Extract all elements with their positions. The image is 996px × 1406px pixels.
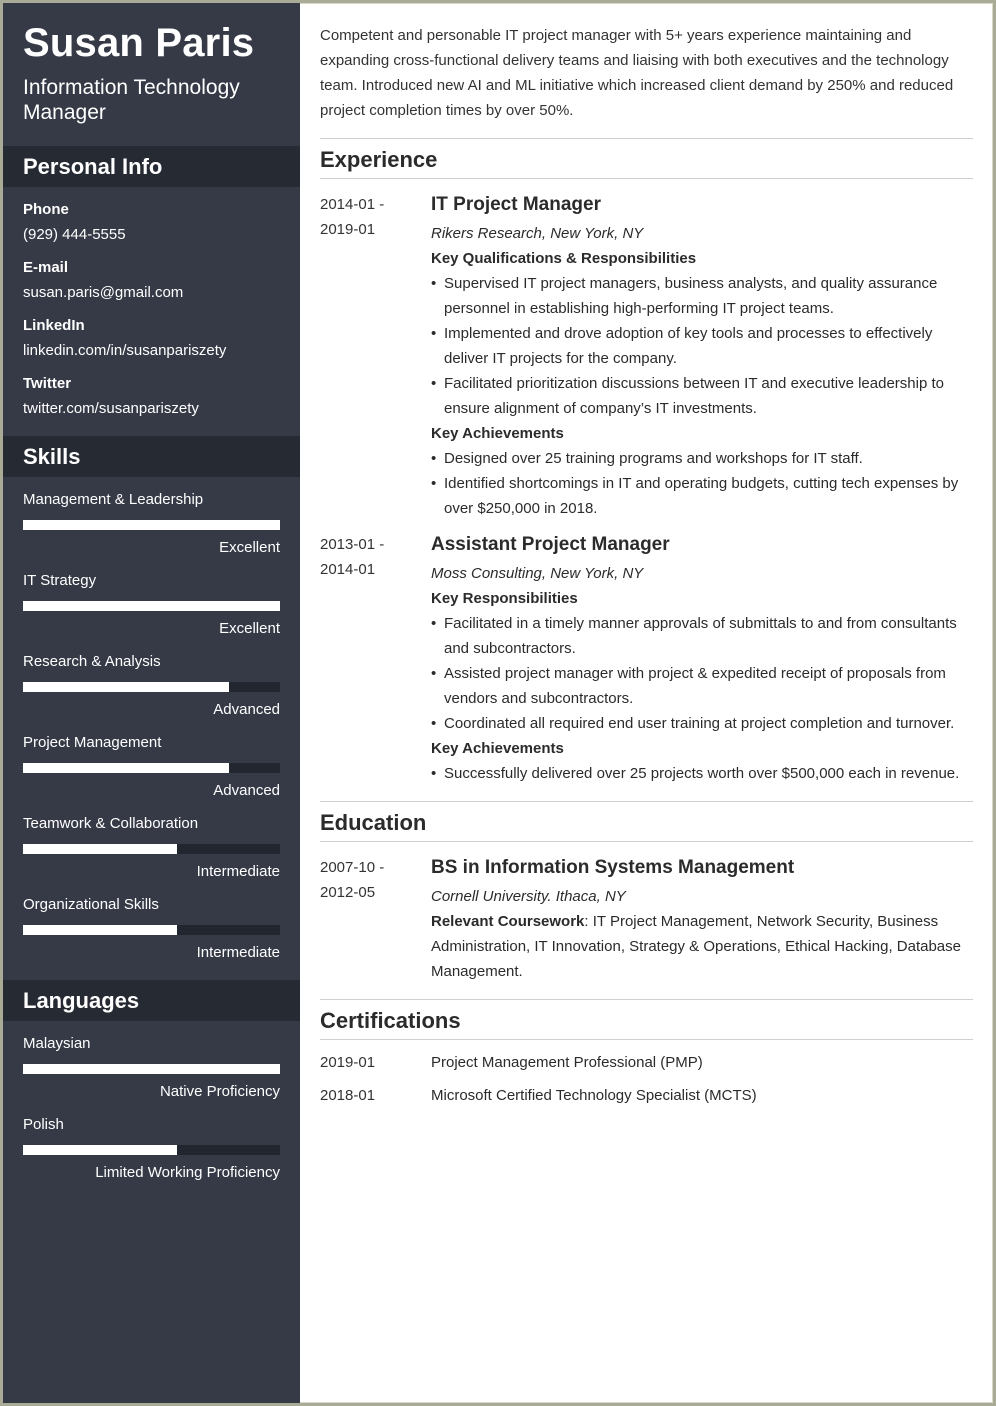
job-date [320, 532, 420, 582]
linkedin-value[interactable]: linkedin.com/in/susanpariszety [23, 342, 227, 359]
job-role: IT Project Manager [431, 194, 601, 215]
list-item: • Designed over 25 training programs and workshops for IT staff. [431, 446, 971, 471]
job-entry [431, 192, 971, 521]
education-date-end: 2012-05 [320, 884, 376, 901]
skill-name: Management & Leadership [23, 491, 204, 508]
job-subheading: Key Achievements [431, 740, 564, 757]
cert-name: Microsoft Certified Technology Specialist (MCTS) [431, 1087, 757, 1104]
education-heading: Education [320, 810, 427, 835]
job-bullets [431, 761, 971, 786]
skill-level: Advanced [213, 782, 280, 799]
language-level: Native Proficiency [159, 1083, 280, 1100]
email-label: E-mail [23, 259, 69, 276]
divider [320, 138, 973, 139]
job-role: Assistant Project Manager [431, 534, 670, 555]
phone-value: (929) 444-5555 [23, 226, 126, 243]
divider [320, 178, 973, 179]
language-name: Polish [23, 1116, 64, 1133]
job-bullets [431, 446, 971, 521]
summary-text: Competent and personable IT project manager with 5+ years experience maintaining and expanding cross-functional delivery teams and liaising with both executives and the technology team. Introduced new AI and ML initiative which increased client demand by 250% and reduced project completion times by over 50%. [320, 27, 954, 119]
job-bullets [431, 611, 971, 736]
candidate-title: Information Technology Manager [23, 76, 240, 124]
candidate-name: Susan Paris [23, 21, 255, 65]
skill-bar [23, 601, 280, 611]
skill-bar-fill [23, 925, 177, 935]
degree-title: BS in Information Systems Management [431, 857, 795, 878]
education-date-start: 2007-10 - [320, 859, 385, 876]
education-entry [431, 855, 971, 984]
languages-heading: Languages [3, 980, 300, 1021]
divider [320, 999, 973, 1000]
job-bullets [431, 271, 971, 421]
job-subheading: Key Responsibilities [431, 590, 578, 607]
skill-bar-fill [23, 682, 229, 692]
job-date [320, 192, 420, 242]
divider [320, 841, 973, 842]
skill-bar-fill [23, 844, 177, 854]
coursework-label: Relevant Coursework [431, 913, 585, 930]
skill-name: Teamwork & Collaboration [23, 815, 199, 832]
job-date-end: 2019-01 [320, 221, 376, 238]
divider [320, 1039, 973, 1040]
list-item: • Facilitated in a timely manner approvals of submittals to and from consultants and subcontractors. [431, 611, 971, 661]
list-item: • Supervised IT project managers, business analysts, and quality assurance personnel in establishing high-performing IT project teams. [431, 271, 971, 321]
skill-name: Project Management [23, 734, 162, 751]
language-level: Limited Working Proficiency [95, 1164, 280, 1181]
skill-bar-fill [23, 601, 280, 611]
job-company: Rikers Research, New York, NY [431, 225, 644, 242]
language-bar-fill [23, 1145, 177, 1155]
list-item: • Implemented and drove adoption of key tools and processes to effectively deliver IT projects for the company. [431, 321, 971, 371]
job-date-start: 2014-01 - [320, 196, 385, 213]
skill-bar [23, 925, 280, 935]
linkedin-label: LinkedIn [23, 317, 85, 334]
skill-bar [23, 682, 280, 692]
cert-name: Project Management Professional (PMP) [431, 1054, 703, 1071]
job-company: Moss Consulting, New York, NY [431, 565, 644, 582]
twitter-label: Twitter [23, 375, 72, 392]
personal-info-heading: Personal Info [3, 146, 300, 187]
education-date [320, 855, 420, 905]
language-bar [23, 1064, 280, 1074]
skill-bar [23, 763, 280, 773]
school-name: Cornell University. Ithaca, NY [431, 888, 626, 905]
skill-name: IT Strategy [23, 572, 97, 589]
cert-date: 2019-01 [320, 1054, 376, 1071]
language-bar [23, 1145, 280, 1155]
experience-heading: Experience [320, 147, 438, 172]
job-subheading: Key Qualifications & Responsibilities [431, 250, 697, 267]
skill-name: Organizational Skills [23, 896, 159, 913]
skill-bar [23, 844, 280, 854]
skill-bar-fill [23, 763, 229, 773]
coursework-text: : IT Project Management, Network Security, Business Administration, IT Innovation, Strategy & Operations, Ethical Hacking, Database Management. [431, 913, 961, 980]
list-item: • Identified shortcomings in IT and operating budgets, cutting tech expenses by over $250,000 in 2018. [431, 471, 971, 521]
coursework [431, 909, 971, 984]
email-value[interactable]: susan.paris@gmail.com [23, 284, 184, 301]
list-item: • Coordinated all required end user training at project completion and turnover. [431, 711, 971, 736]
list-item: • Assisted project manager with project & expedited receipt of proposals from vendors and subcontractors. [431, 661, 971, 711]
skill-level: Intermediate [196, 944, 280, 961]
phone-label: Phone [23, 201, 69, 218]
language-bar-fill [23, 1064, 280, 1074]
skill-name: Research & Analysis [23, 653, 161, 670]
job-date-start: 2013-01 - [320, 536, 385, 553]
certifications-heading: Certifications [320, 1008, 461, 1033]
skill-level: Excellent [219, 539, 280, 556]
list-item: • Successfully delivered over 25 projects worth over $500,000 each in revenue. [431, 761, 971, 786]
skill-level: Excellent [219, 620, 280, 637]
language-name: Malaysian [23, 1035, 91, 1052]
skill-bar [23, 520, 280, 530]
skill-level: Intermediate [196, 863, 280, 880]
job-entry [431, 532, 971, 786]
skill-bar-fill [23, 520, 280, 530]
divider [320, 801, 973, 802]
skill-level: Advanced [213, 701, 280, 718]
skills-heading: Skills [3, 436, 300, 477]
job-date-end: 2014-01 [320, 561, 376, 578]
sidebar [3, 3, 300, 1403]
cert-date: 2018-01 [320, 1087, 376, 1104]
job-subheading: Key Achievements [431, 425, 564, 442]
list-item: • Facilitated prioritization discussions between IT and executive leadership to ensure alignment of company’s IT investments. [431, 371, 971, 421]
twitter-value[interactable]: twitter.com/susanpariszety [23, 400, 199, 417]
